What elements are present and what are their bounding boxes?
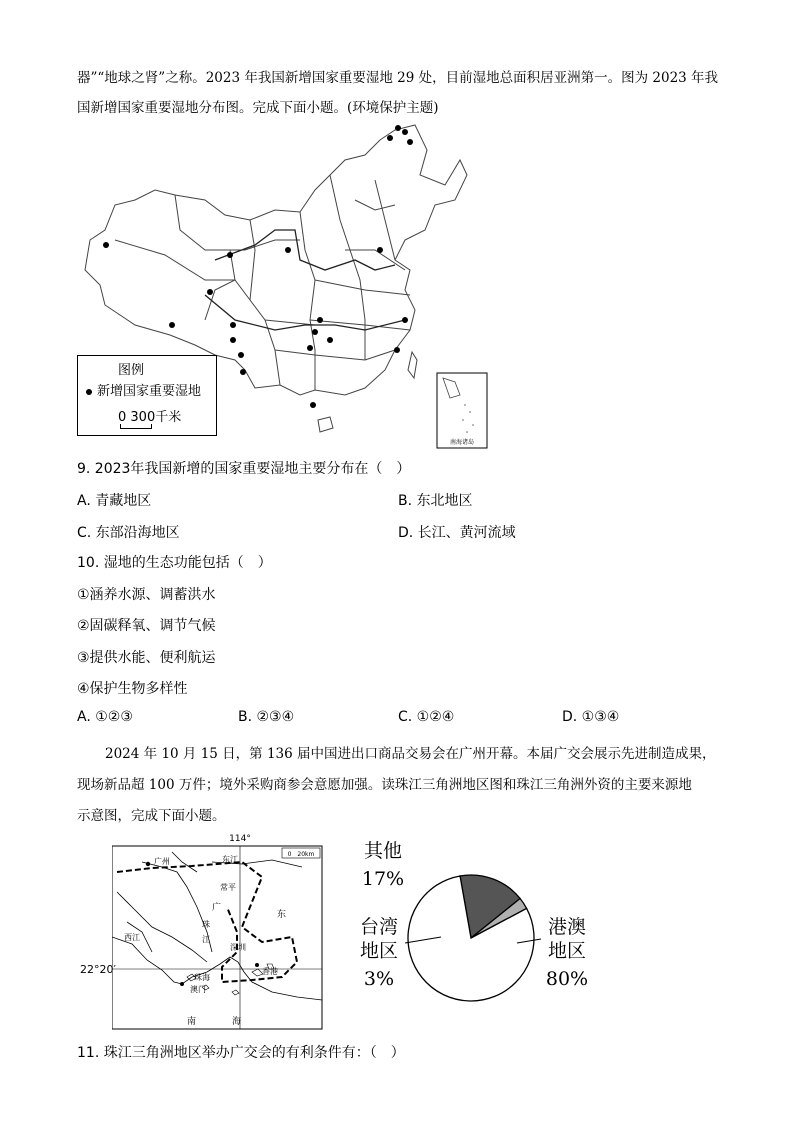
q9-option-d[interactable]: D. 长江、黄河流域 [398, 525, 516, 541]
label-aomen: 澳门 [190, 985, 206, 994]
q10-item-2: ②固碳释氧、调节气候 [77, 618, 216, 634]
passage2-line-3: 示意图，完成下面小题。 [77, 808, 226, 824]
south-china-sea-inset [437, 373, 487, 448]
pie-label-taiwan [360, 916, 398, 990]
intro-line-2: 国新增国家重要湿地分布图。完成下面小题。(环境保护主题) [77, 100, 439, 116]
q10-item-3: ③提供水能、便利航运 [77, 650, 216, 666]
label-zhuhai: 珠海 [194, 973, 210, 982]
label-changping: 常平 [220, 883, 236, 892]
legend-dot-icon [86, 389, 92, 395]
legend-scale: 0 300千米 [118, 410, 182, 425]
legend-item [86, 380, 201, 399]
label-xijiang: 西江 [124, 933, 140, 942]
pie-label-hkmacao [546, 916, 588, 990]
map-scale: 0 20km [287, 851, 315, 858]
slice-pct-other: 17% [361, 868, 405, 890]
q10-option-d[interactable]: D. ①③④ [562, 709, 620, 725]
foreign-investment-pie-chart [345, 835, 605, 1035]
intro-line-1: 器”“地球之肾”之称。2023 年我国新增国家重要湿地 29 处，目前湿地总面积居亚洲第一。图为 2023 年我 [77, 70, 719, 86]
slice-label-taiwan-1: 台湾 [359, 916, 399, 938]
q9-option-b[interactable]: B. 东北地区 [398, 493, 473, 509]
label-xianggang: 香港 [262, 967, 278, 976]
latitude-label: 22°20′ [80, 963, 116, 976]
legend-title: 图例 [118, 363, 145, 378]
slice-label-taiwan-2: 地区 [359, 940, 399, 962]
q10-item-4: ④保护生物多样性 [77, 681, 188, 697]
q9-option-a[interactable]: A. 青藏地区 [77, 493, 152, 509]
q10-option-b[interactable]: B. ②③④ [238, 709, 295, 725]
q9-option-c[interactable]: C. 东部沿海地区 [77, 525, 180, 541]
label-guang: 广 [212, 903, 222, 913]
passage2-line-1: 2024 年 10 月 15 日，第 136 届中国进出口商品交易会在广州开幕。本届广交会展示先进制造成果， [105, 746, 716, 762]
q10-option-a[interactable]: A. ①②③ [77, 709, 133, 725]
label-dong: 东 [277, 910, 287, 920]
passage2-line-2: 现场新品超 100 万件；境外采购商参会意愿加强。读珠江三角洲地区图和珠江三角洲外资的主要来源地 [77, 777, 692, 793]
slice-label-hkmacao-1: 港澳 [547, 916, 587, 938]
longitude-label: 114° [229, 834, 251, 844]
q11-stem: 11. 珠江三角洲地区举办广交会的有利条件有：（ ） [77, 1045, 405, 1061]
label-jiang: 江 [202, 935, 210, 944]
label-guangzhou: 广州 [154, 857, 170, 866]
inset-label: 南海诸岛 [449, 439, 475, 446]
slice-label-other: 其他 [363, 840, 403, 862]
scale-bar-icon [120, 424, 152, 429]
label-shenzhen: 深圳 [230, 943, 246, 952]
q10-option-c[interactable]: C. ①②④ [398, 709, 455, 725]
q10-item-1: ①涵养水源、调蓄洪水 [77, 587, 216, 603]
pie-label-other [362, 840, 404, 890]
label-dongjiang: 东江 [222, 855, 238, 864]
slice-pct-taiwan: 3% [363, 968, 395, 990]
slice-label-hkmacao-2: 地区 [547, 940, 587, 962]
legend-item-label: 新增国家重要湿地 [97, 384, 202, 399]
slice-pct-hkmacao: 80% [545, 968, 589, 990]
pearl-river-delta-map [112, 832, 324, 1032]
map-legend [77, 355, 217, 436]
label-nan: 南 [187, 1017, 197, 1027]
label-hai: 海 [232, 1017, 242, 1027]
pie-slices [408, 875, 534, 1001]
q9-stem: 9. 2023年我国新增的国家重要湿地主要分布在（ ） [77, 461, 411, 477]
q10-stem: 10. 湿地的生态功能包括（ ） [77, 555, 272, 571]
label-zhu: 珠 [202, 920, 210, 929]
